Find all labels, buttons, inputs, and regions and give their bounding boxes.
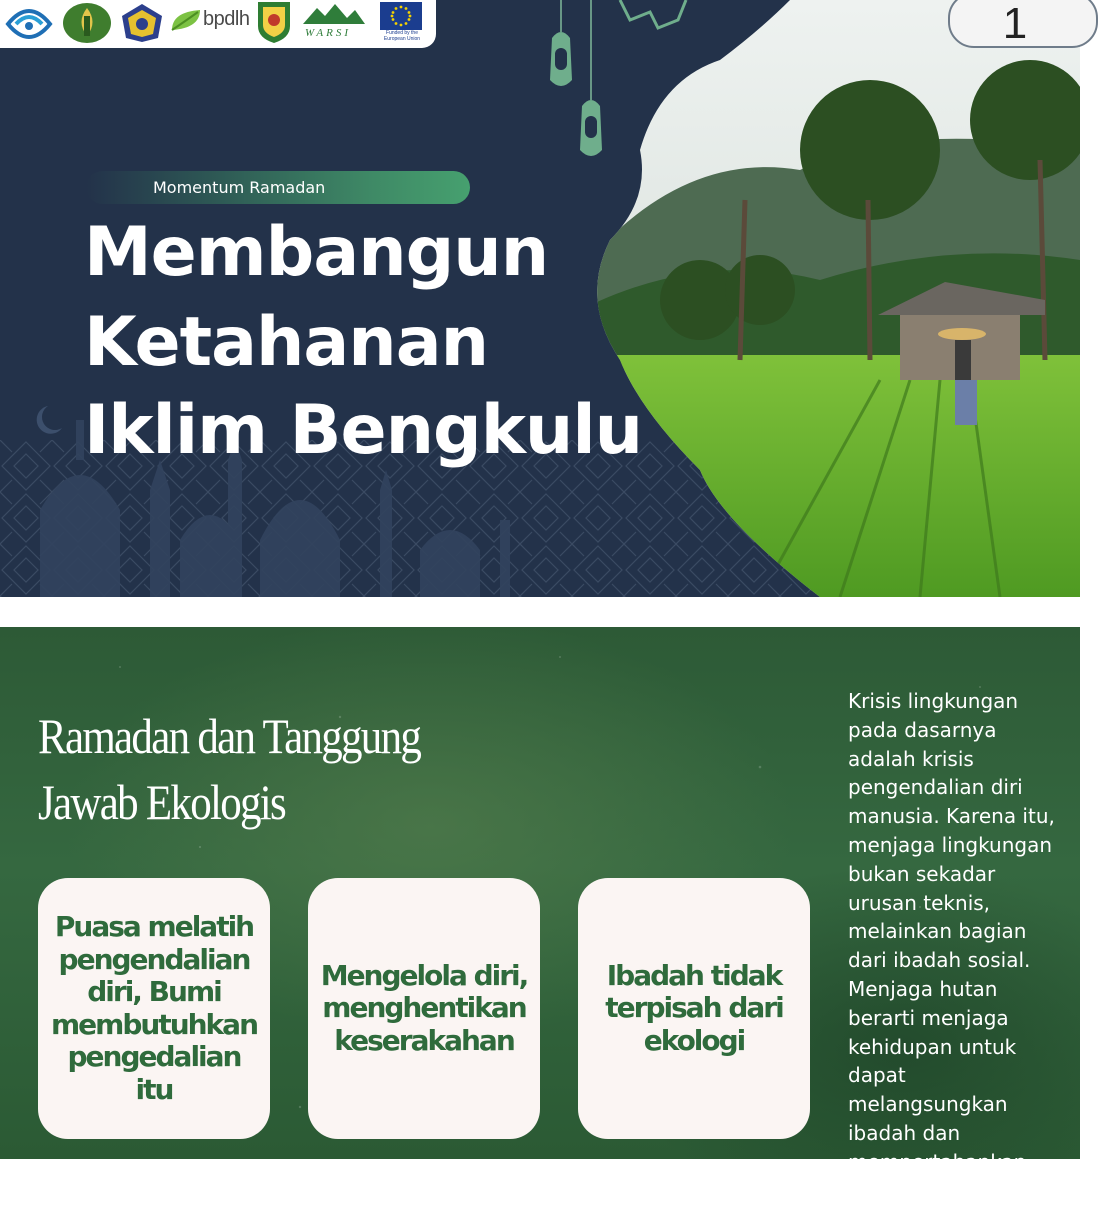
bpdlh-leaf-icon [170, 8, 202, 34]
eu-funding-caption: Funded by the European Union [383, 30, 421, 42]
warsi-logo-text: WARSI [305, 27, 351, 39]
info-card-3 [578, 878, 810, 1139]
info-card-1-text: Puasa melatih pengendalian diri, Bumi membutuhkan pengedalian itu [50, 910, 258, 1106]
info-card-1 [38, 878, 270, 1139]
slide-2 [0, 627, 1080, 1203]
headline-line-3: Iklim Bengkulu [84, 391, 643, 470]
partner-logo-3 [120, 2, 164, 44]
partner-logo-4 [254, 0, 294, 44]
slide-1 [0, 0, 1080, 597]
headline-line-1: Membangun [84, 213, 549, 292]
ramadan-lantern-ornament [530, 0, 700, 170]
info-card-2-text: Mengelola diri, menghentikan keserakahan [320, 958, 528, 1057]
partner-logo-1 [6, 4, 52, 44]
bpdlh-logo-text: bpdlh [203, 8, 250, 30]
slide-separator [0, 597, 1080, 627]
slide-2-body-text: Krisis lingkungan pada dasarnya adalah krisis pengendalian diri manusia. Karena itu, menjaga lingkungan bukan sekadar urusan teknis, melainkan bagian dari ibadah sosial. Menjaga hutan berarti menjaga kehidupan untuk dapat melangsungkan ibadah dan mempertahankan hidup [848, 689, 1055, 1203]
slide-2-title-line-2: Jawab Ekologis [38, 774, 286, 830]
partner-logo-2 [62, 2, 112, 44]
partner-logo-bar [0, 0, 436, 48]
slide-2-title-line-1: Ramadan dan Tanggung [38, 708, 421, 764]
warsi-mountain-logo [303, 2, 365, 26]
info-card-2 [308, 878, 540, 1139]
eu-flag-icon [380, 2, 422, 30]
info-card-3-text: Ibadah tidak terpisah dari ekologi [605, 958, 783, 1057]
tag-label: Momentum Ramadan [153, 178, 326, 197]
headline-line-2: Ketahanan [84, 303, 489, 382]
page-number: 1 [1002, 0, 1028, 48]
